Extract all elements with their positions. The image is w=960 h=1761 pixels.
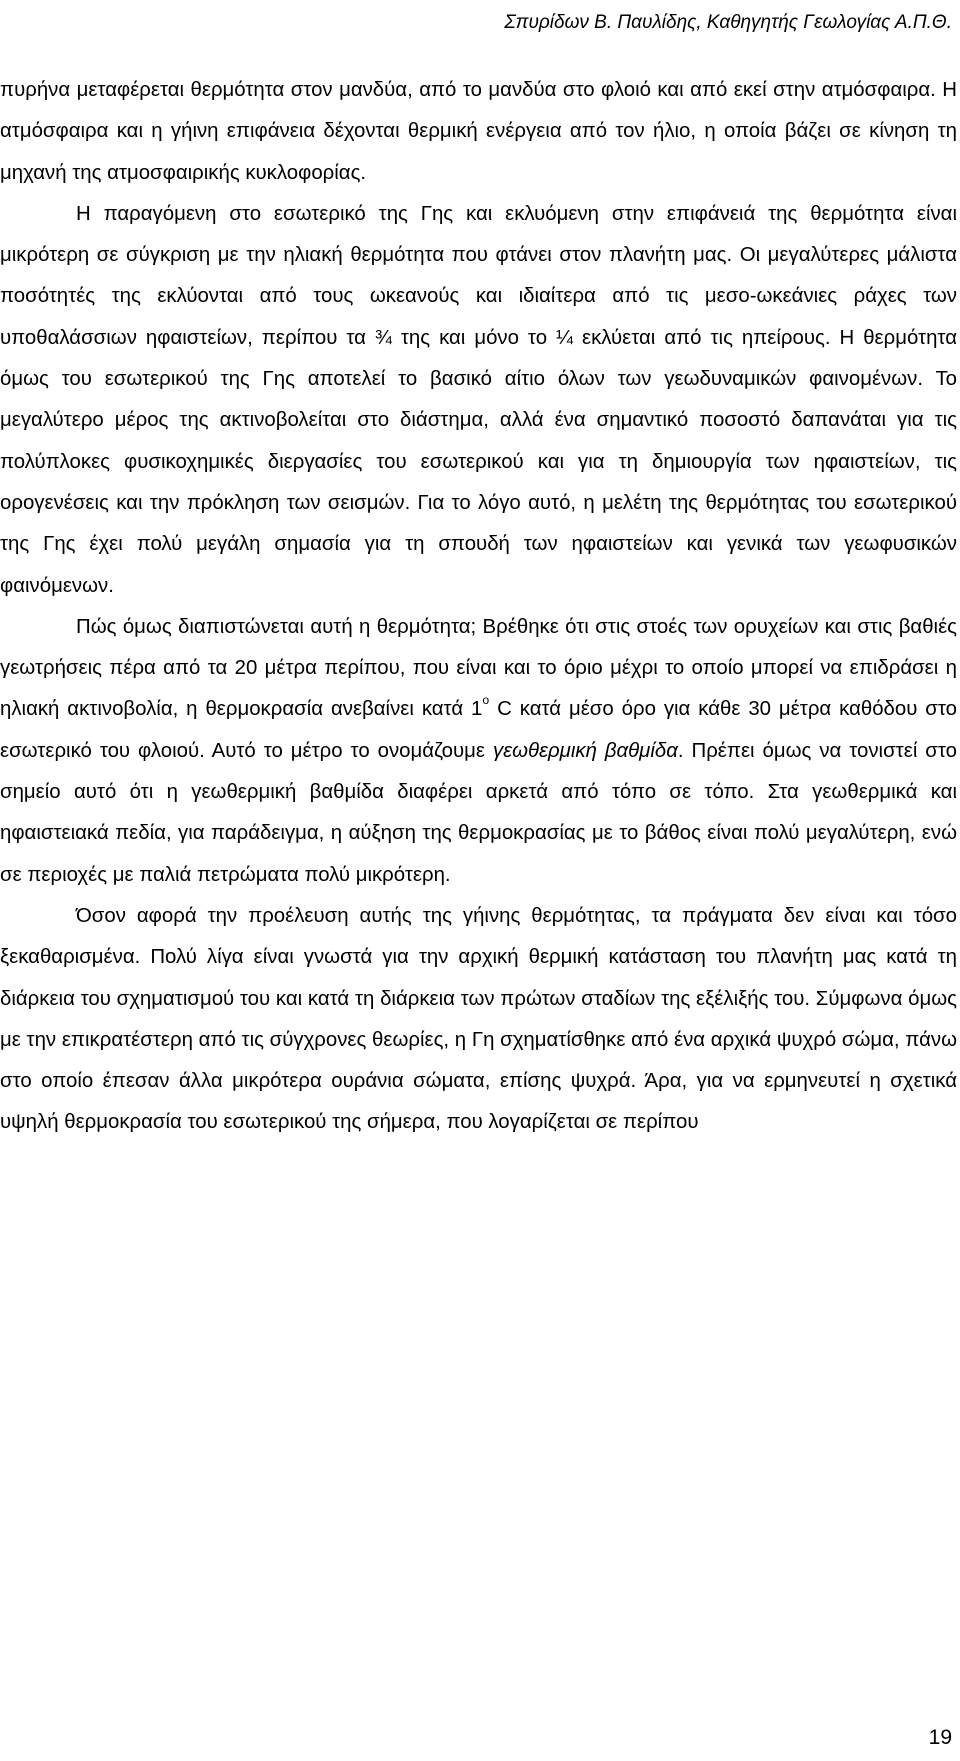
paragraph-continuation: πυρήνα μεταφέρεται θερμότητα στον μανδύα, από το μανδύα στο φλοιό και από εκεί στην ατμόσφαιρα. Η ατμόσφαιρα και η γήινη επιφάνεια δέχονται θερμική ενέργεια από τον ήλιο, η οποία βάζει σε κίνηση τη μηχανή της ατμοσφαιρικής κυκλοφορίας.	[0, 79, 957, 184]
paragraph-heat-emission: Η παραγόμενη στο εσωτερικό της Γης και εκλυόμενη στην επιφάνειά της θερμότητα είναι μικρότερη σε σύγκριση με την ηλιακή θερμότητα που φτάνει στον πλανήτη μας. Οι μεγαλύτερες μάλιστα ποσότητές της εκλύονται από τους ωκεανούς και ιδιαίτερα από τις μεσο-ωκεάνιες ράχες των υποθαλάσσιων ηφαιστείων, περίπου τα ¾ της και μόνο το ¼ εκλύεται από τις ηπείρους. Η θερμότητα όμως του εσωτερικού της Γης αποτελεί το βασικό αίτιο όλων των γεωδυναμικών φαινομένων. Το μεγαλύτερο μέρος της ακτινοβολείται στο διάστημα, αλλά ένα σημαντικό ποσοστό δαπανάται για τις πολύπλοκες φυσικοχημικές διεργασίες του εσωτερικού και για τη δημιουργία των ηφαιστείων, τις ορογενέσεις και την πρόκληση των σεισμών. Για το λόγο αυτό, η μελέτη της θερμότητας του εσωτερικού της Γης έχει πολύ μεγάλη σημασία για τη σπουδή των ηφαιστείων και γενικά των γεωφυσικών φαινόμενων.	[0, 202, 957, 597]
paragraph-heat-origin: Όσον αφορά την προέλευση αυτής της γήινης θερμότητας, τα πράγματα δεν είναι και τόσο ξεκαθαρισμένα. Πολύ λίγα είναι γνωστά για την αρχική θερμική κατάσταση του πλανήτη μας κατά τη διάρκεια του σχηματισμού του και κατά τη διάρκεια των πρώτων σταδίων της εξέλιξής του. Σύμφωνα όμως με την επικρατέστερη από τις σύγχρονες θεωρίες, η Γη σχηματίσθηκε από ένα αρχικά ψυχρό σώμα, πάνω στο οποίο έπεσαν άλλα μικρότερα ουράνια σώματα, επίσης ψυχρά. Άρα, για να ερμηνευτεί η σχετικά υψηλή θερμοκρασία του εσωτερικού της σήμερα, που λογαρίζεται σε περίπου	[0, 904, 957, 1134]
page-number: 19	[928, 1726, 952, 1749]
body-text	[0, 70, 957, 1144]
paragraph-text: C κατά μέσο όρο για κάθε 30 μέτρα καθόδου στο εσωτερικό του φλοιού. Αυτό το μέτρο το ονομάζουμε	[0, 698, 957, 762]
paragraph-text: Πώς όμως διαπιστώνεται αυτή η θερμότητα; Βρέθηκε ότι στις στοές των ορυχείων και στις βαθιές γεωτρήσεις πέρα από τα 20 μέτρα περίπου, που είναι και το όριο μέχρι το οποίο μπορεί να επιδράσει η ηλιακή ακτινοβολία, η θερμοκρασία ανεβαίνει κατά 1	[0, 615, 957, 721]
paragraph-text: . Πρέπει όμως να τονιστεί στο σημείο αυτό ότι η γεωθερμική βαθμίδα διαφέρει αρκετά από τόπο σε τόπο. Στα γεωθερμικά και ηφαιστειακά πεδία, για παράδειγμα, η αύξηση της θερμοκρασίας με το βάθος είναι πολύ μεγαλύτερη, ενώ σε περιοχές με παλιά πετρώματα πολύ μικρότερη.	[0, 739, 957, 886]
running-header: Σπυρίδων Β. Παυλίδης, Καθηγητής Γεωλογίας Α.Π.Θ.	[504, 12, 952, 33]
degree-mark: ο	[482, 693, 490, 708]
term-geothermal-gradient: γεωθερμική βαθμίδα	[492, 739, 678, 762]
paragraph-geothermal-gradient	[0, 607, 957, 896]
